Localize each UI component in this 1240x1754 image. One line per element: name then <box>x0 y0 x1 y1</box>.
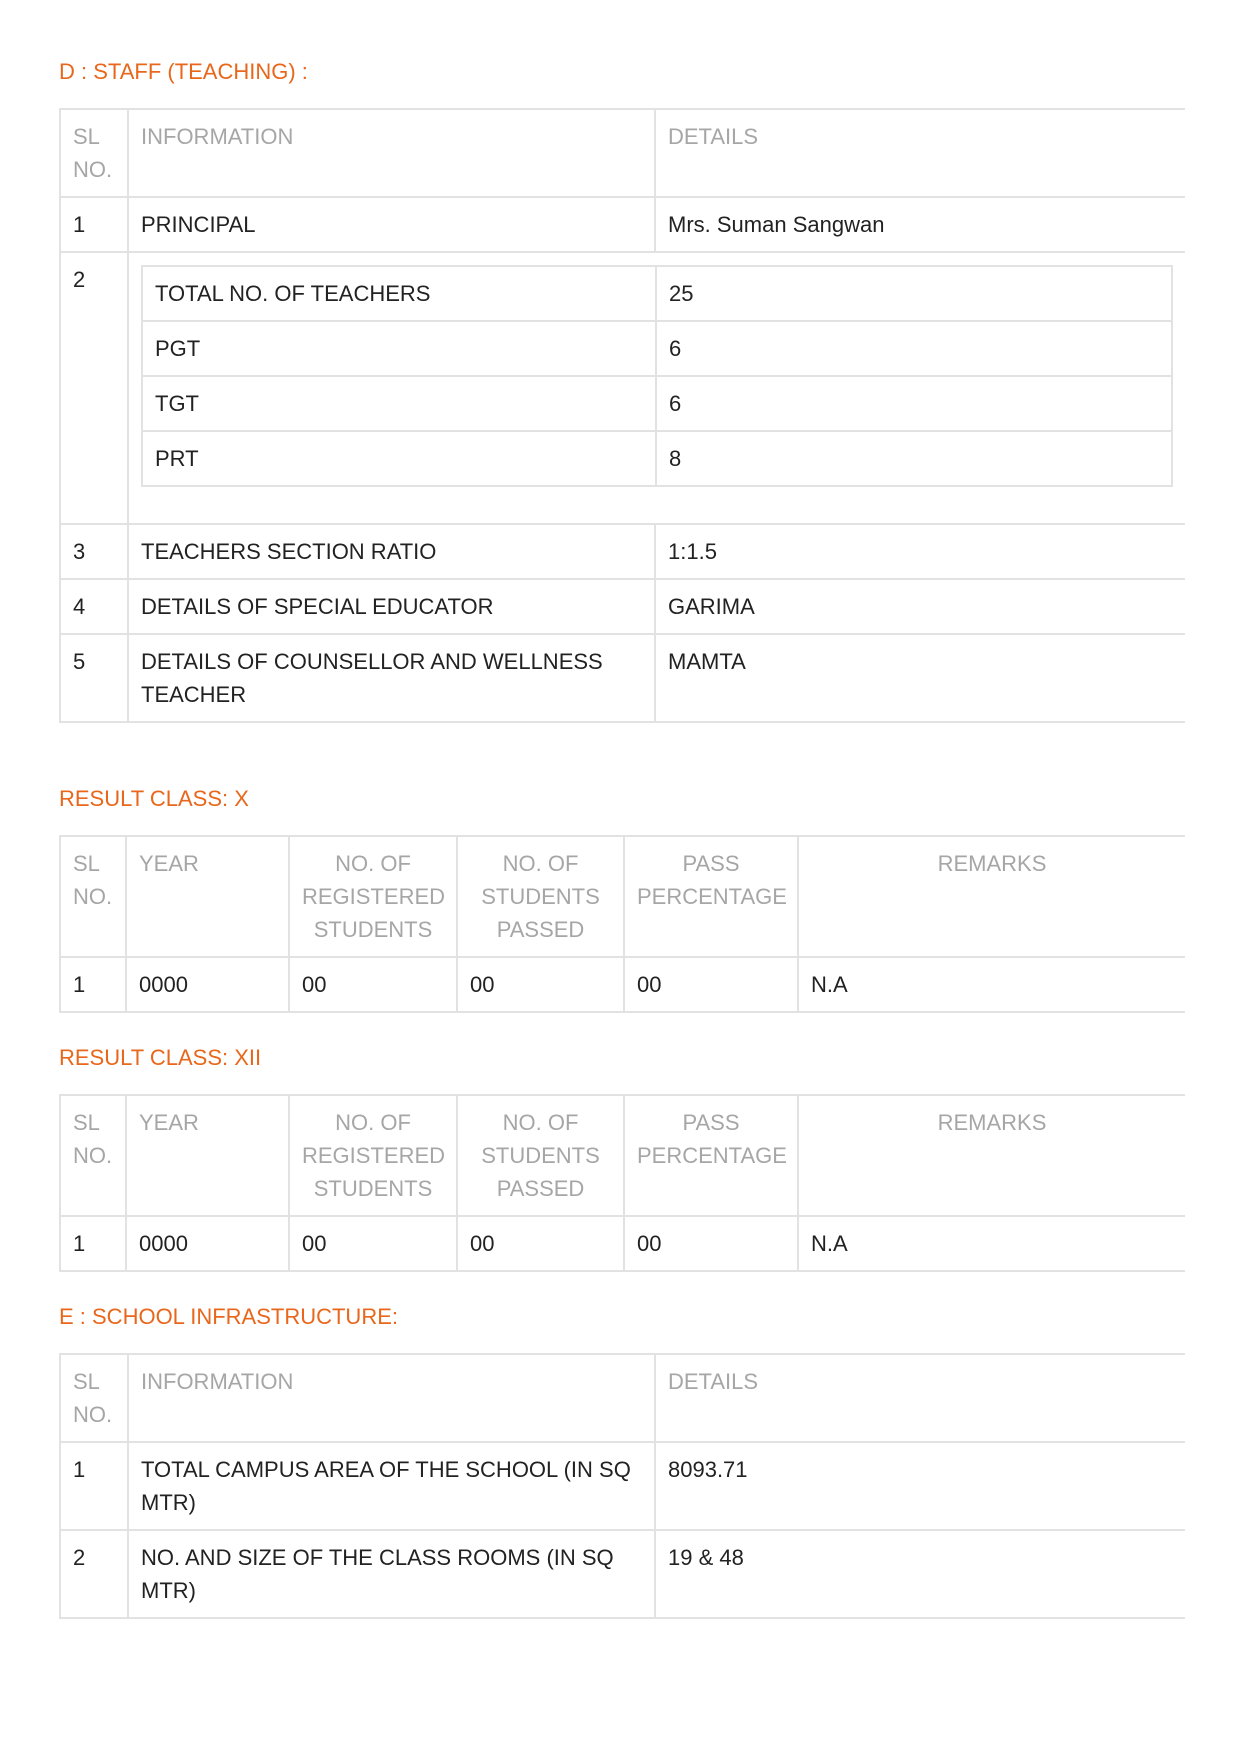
table-header-row <box>60 1095 1185 1216</box>
info-cell: PRT <box>142 431 656 486</box>
detail-cell: 8 <box>656 431 1172 486</box>
column-header-percentage: PASS PERCENTAGE <box>624 1095 798 1216</box>
detail-cell: 6 <box>656 321 1172 376</box>
table-header-row <box>60 836 1185 957</box>
sl-cell: 3 <box>60 524 128 579</box>
detail-cell: MAMTA <box>655 634 1185 722</box>
sl-cell: 5 <box>60 634 128 722</box>
result-xii-table <box>59 1094 1185 1272</box>
table-header-row <box>60 1354 1185 1442</box>
table-row <box>60 957 1185 1012</box>
table-row <box>60 197 1185 252</box>
detail-cell: 8093.71 <box>655 1442 1185 1530</box>
table-row <box>142 321 1172 376</box>
column-header-remarks: REMARKS <box>798 836 1185 957</box>
sl-cell: 2 <box>60 252 128 524</box>
detail-cell: 25 <box>656 266 1172 321</box>
remarks-cell: N.A <box>798 957 1185 1012</box>
staff-heading: D : STAFF (TEACHING) : <box>59 59 308 84</box>
column-header-sl: SL NO. <box>60 1354 128 1442</box>
sl-cell: 1 <box>60 197 128 252</box>
percentage-cell: 00 <box>624 957 798 1012</box>
detail-cell: 19 & 48 <box>655 1530 1185 1618</box>
sl-cell: 1 <box>60 1442 128 1530</box>
info-cell: DETAILS OF SPECIAL EDUCATOR <box>128 579 655 634</box>
result-xii-heading: RESULT CLASS: XII <box>59 1045 262 1070</box>
result-x-heading: RESULT CLASS: X <box>59 786 249 811</box>
table-row <box>142 266 1172 321</box>
detail-cell: 6 <box>656 376 1172 431</box>
infrastructure-heading: E : SCHOOL INFRASTRUCTURE: <box>59 1304 398 1329</box>
table-row <box>142 431 1172 486</box>
infrastructure-table <box>59 1353 1185 1619</box>
column-header-details: DETAILS <box>655 109 1185 197</box>
year-cell: 0000 <box>126 1216 289 1271</box>
remarks-cell: N.A <box>798 1216 1185 1271</box>
table-row <box>60 252 1185 524</box>
teachers-nested-cell <box>128 252 1185 524</box>
teachers-table <box>141 265 1173 487</box>
column-header-year: YEAR <box>126 1095 289 1216</box>
year-cell: 0000 <box>126 957 289 1012</box>
column-header-registered: NO. OF REGISTERED STUDENTS <box>289 836 457 957</box>
info-cell: NO. AND SIZE OF THE CLASS ROOMS (IN SQ MTR) <box>128 1530 655 1618</box>
detail-cell: 1:1.5 <box>655 524 1185 579</box>
column-header-sl: SL NO. <box>60 1095 126 1216</box>
info-cell: DETAILS OF COUNSELLOR AND WELLNESS TEACHER <box>128 634 655 722</box>
column-header-information: INFORMATION <box>128 1354 655 1442</box>
info-cell: TGT <box>142 376 656 431</box>
table-row <box>60 524 1185 579</box>
column-header-details: DETAILS <box>655 1354 1185 1442</box>
column-header-remarks: REMARKS <box>798 1095 1185 1216</box>
info-cell: PGT <box>142 321 656 376</box>
detail-cell: Mrs. Suman Sangwan <box>655 197 1185 252</box>
staff-table <box>59 108 1185 723</box>
table-header-row <box>60 109 1185 197</box>
info-cell: TOTAL CAMPUS AREA OF THE SCHOOL (IN SQ MTR) <box>128 1442 655 1530</box>
sl-cell: 4 <box>60 579 128 634</box>
passed-cell: 00 <box>457 957 624 1012</box>
column-header-percentage: PASS PERCENTAGE <box>624 836 798 957</box>
table-row <box>60 1216 1185 1271</box>
column-header-passed: NO. OF STUDENTS PASSED <box>457 836 624 957</box>
table-row <box>60 1530 1185 1618</box>
info-cell: TOTAL NO. OF TEACHERS <box>142 266 656 321</box>
column-header-sl: SL NO. <box>60 109 128 197</box>
detail-cell: GARIMA <box>655 579 1185 634</box>
registered-cell: 00 <box>289 957 457 1012</box>
column-header-registered: NO. OF REGISTERED STUDENTS <box>289 1095 457 1216</box>
table-row <box>60 1442 1185 1530</box>
column-header-information: INFORMATION <box>128 109 655 197</box>
result-x-table <box>59 835 1185 1013</box>
sl-cell: 2 <box>60 1530 128 1618</box>
table-row <box>60 579 1185 634</box>
column-header-year: YEAR <box>126 836 289 957</box>
sl-cell: 1 <box>60 957 126 1012</box>
table-row <box>60 634 1185 722</box>
table-row <box>142 376 1172 431</box>
column-header-sl: SL NO. <box>60 836 126 957</box>
registered-cell: 00 <box>289 1216 457 1271</box>
column-header-passed: NO. OF STUDENTS PASSED <box>457 1095 624 1216</box>
info-cell: PRINCIPAL <box>128 197 655 252</box>
percentage-cell: 00 <box>624 1216 798 1271</box>
info-cell: TEACHERS SECTION RATIO <box>128 524 655 579</box>
passed-cell: 00 <box>457 1216 624 1271</box>
sl-cell: 1 <box>60 1216 126 1271</box>
